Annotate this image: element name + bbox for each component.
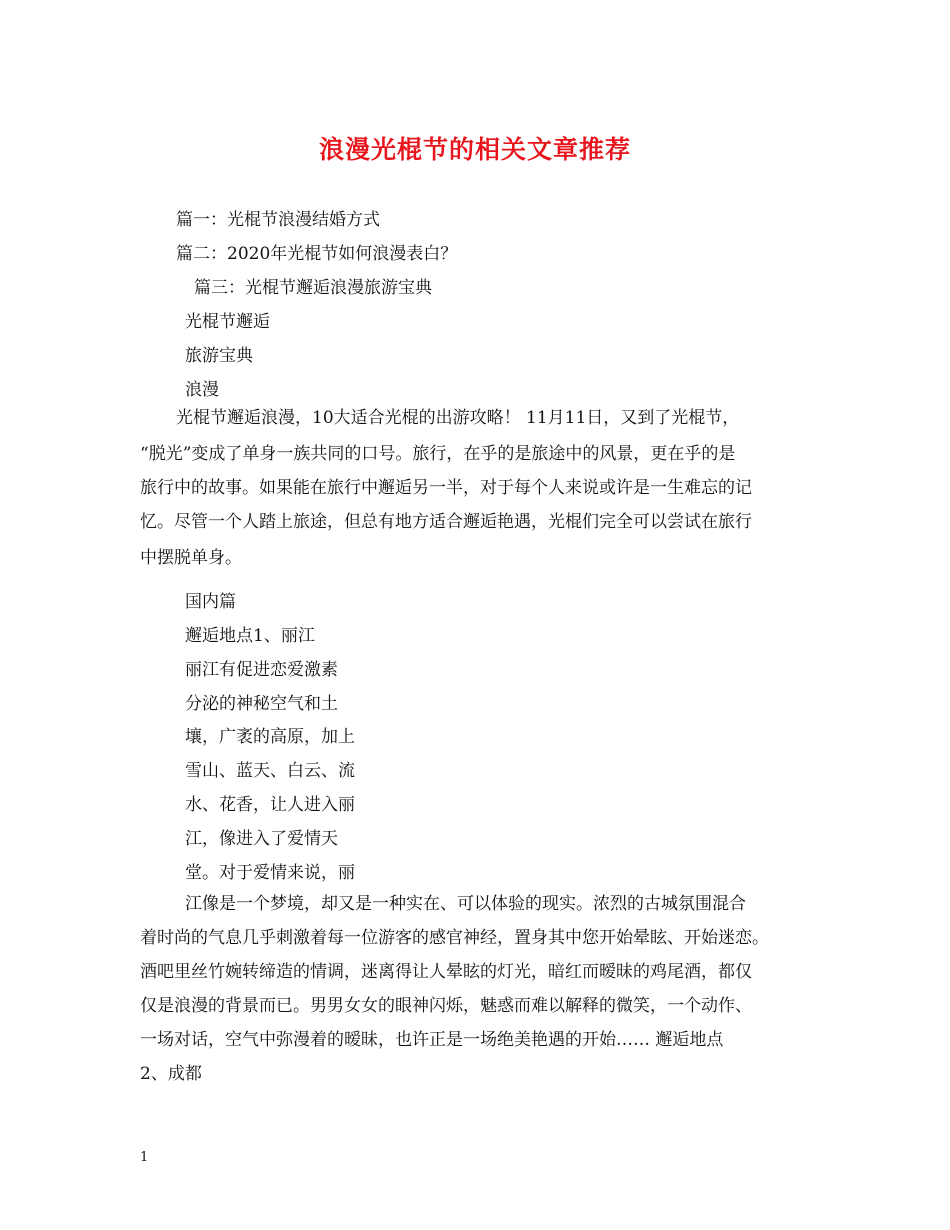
body-line: 江，像进入了爱情天 <box>185 829 338 849</box>
body-line: 2、成都 <box>140 1064 202 1084</box>
body-line: 一场对话，空气中弥漫着的暧昧，也许正是一场绝美艳遇的开始…… 邂逅地点 <box>140 1030 724 1050</box>
keyword-line: 旅游宝典 <box>185 346 253 366</box>
body-line: 仅是浪漫的背景而已。男男女女的眼神闪烁，魅惑而难以解释的微笑，一个动作、 <box>140 996 752 1016</box>
body-line: 中摆脱单身。 <box>140 548 242 568</box>
body-line: 旅行中的故事。如果能在旅行中邂逅另一半，对于每个人来说或许是一生难忘的记 <box>140 478 752 498</box>
body-line: 丽江有促进恋爱激素 <box>185 660 338 680</box>
body-line: 堂。对于爱情来说，丽 <box>185 863 355 883</box>
keyword-line: 光棍节邂逅 <box>185 312 270 332</box>
document-title: 浪漫光棍节的相关文章推荐 <box>318 135 631 164</box>
toc-line-2: 篇二：2020年光棍节如何浪漫表白？ <box>176 244 458 264</box>
body-line: 雪山、蓝天、白云、流 <box>185 761 355 781</box>
keyword-line: 浪漫 <box>185 380 219 400</box>
subsection-heading: 邂逅地点1、丽江 <box>185 626 315 646</box>
body-line: “脱光”变成了单身一族共同的口号。旅行，在乎的是旅途中的风景，更在乎的是 <box>140 444 736 464</box>
body-line: 壤，广袤的高原，加上 <box>185 727 355 747</box>
section-heading: 国内篇 <box>185 592 236 612</box>
body-line: 光棍节邂逅浪漫，10大适合光棍的出游攻略！ 11月11日，又到了光棍节， <box>176 408 740 428</box>
body-line: 水、花香，让人进入丽 <box>185 795 355 815</box>
toc-line-1: 篇一：光棍节浪漫结婚方式 <box>176 210 380 230</box>
toc-line-3: 篇三：光棍节邂逅浪漫旅游宝典 <box>194 278 432 298</box>
body-line: 分泌的神秘空气和土 <box>185 694 338 714</box>
body-line: 忆。尽管一个人踏上旅途，但总有地方适合邂逅艳遇，光棍们完全可以尝试在旅行 <box>140 512 752 532</box>
page-number: 1 <box>140 1150 149 1165</box>
body-line: 江像是一个梦境，却又是一种实在、可以体验的现实。浓烈的古城氛围混合 <box>185 894 746 914</box>
body-line: 着时尚的气息几乎刺激着每一位游客的感官神经，置身其中您开始晕眩、开始迷恋。 <box>140 928 769 948</box>
body-line: 酒吧里丝竹婉转缔造的情调，迷离得让人晕眩的灯光，暗红而暧昧的鸡尾酒，都仅 <box>140 962 752 982</box>
